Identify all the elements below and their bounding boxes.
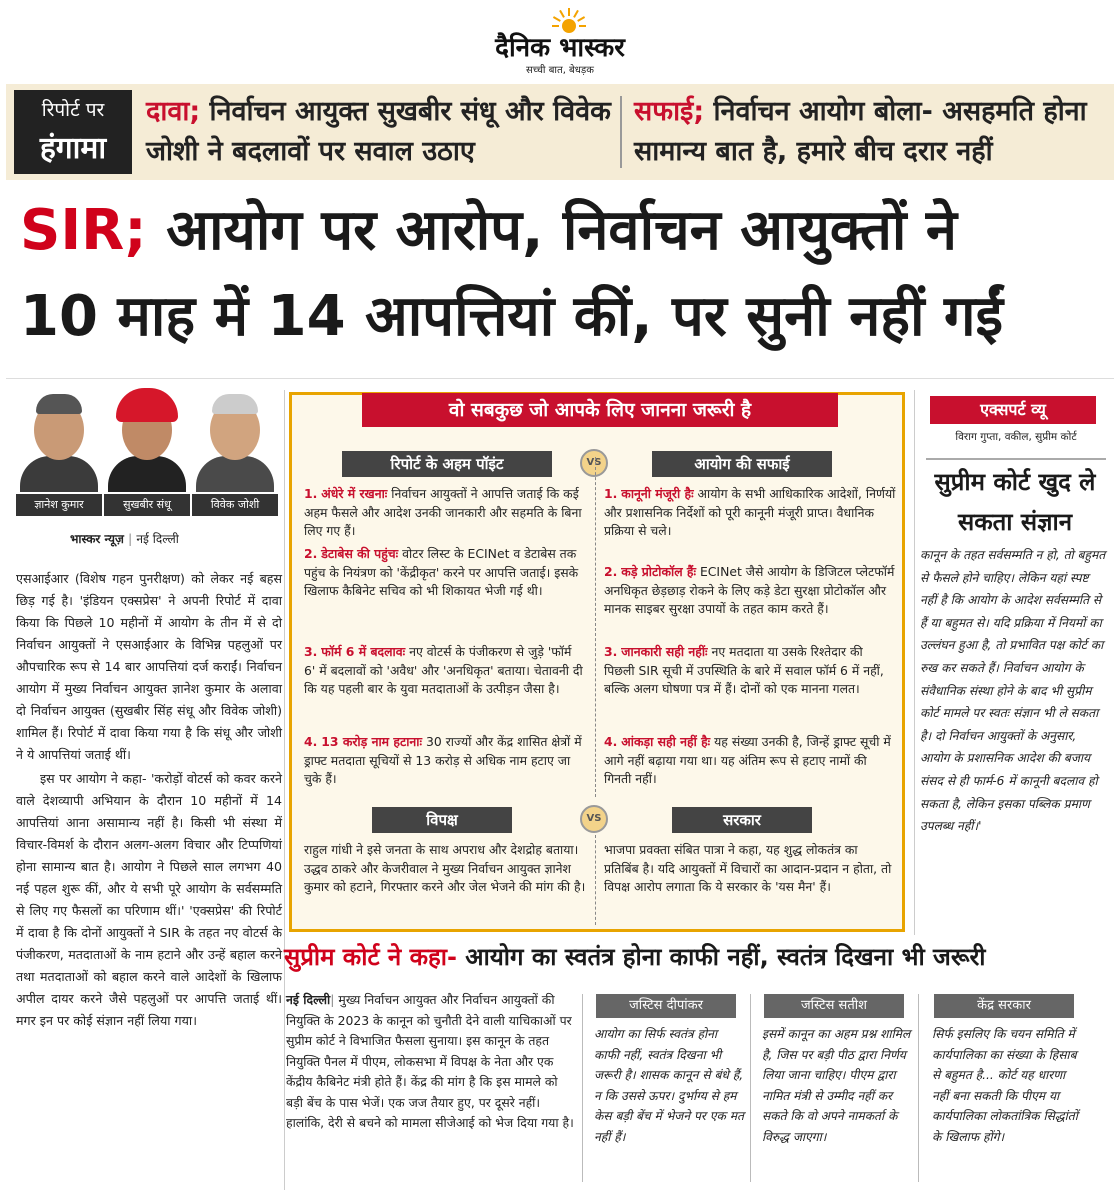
newspaper-logo	[470, 6, 650, 76]
opinion-text: इसमें कानून का अहम प्रश्न शामिल है, जिस पर बड़ी पीठ द्वारा निर्णय लिया जाना चाहिए। पीएम द्वारा नामित मंत्री से उम्मीद नहीं कर सकते कि वो अपने नामकर्ता के विरुद्ध जाएगा।	[762, 1027, 911, 1144]
reply-keyword: सफाई;	[634, 96, 705, 127]
report-point: 3. फॉर्म 6 में बदलावः नए वोटर्स के पंजीकरण से जुड़े 'फॉर्म 6' में बदलावों को 'अवैध' और 'अनधिकृत' बताया। चेतावनी दी कि यह पहली बार के युवा मतदाताओं के उत्पीड़न जैसा है।	[304, 644, 583, 696]
sc-headline-rest: आयोग का स्वतंत्र होना काफी नहीं, स्वतंत्र दिखना भी जरूरी	[465, 943, 986, 971]
column-divider	[750, 994, 751, 1182]
headline-prefix: SIR;	[20, 198, 147, 263]
byline-separator: |	[128, 532, 133, 546]
banner-tag-line2: हंगामा	[39, 131, 107, 166]
supreme-court-headline	[284, 940, 1114, 973]
opposition-text: राहुल गांधी ने इसे जनता के साथ अपराध और देशद्रोह बताया। उद्धव ठाकरे और केजरीवाल ने मुख्य निर्वाचन आयुक्त ज्ञानेश कुमार को हटाने, गिरफ्तार करने और जेल भेजने की मांग की है।	[304, 842, 586, 894]
claim-keyword: दावा;	[146, 96, 201, 127]
box-divider	[595, 457, 596, 797]
byline-place: नई दिल्ली	[136, 532, 179, 546]
reply-text	[634, 92, 1104, 172]
photo-sukhbir-sandhu	[106, 388, 188, 492]
commission-point: 4. आंकड़ा सही नहीं हैः यह संख्या उनकी है, जिन्हें ड्राफ्ट सूची में आगे नहीं बढ़ाया गया था। यह अंतिम रूप से हटाए नामों की गिनती नहीं।	[604, 734, 891, 786]
divider	[6, 378, 1114, 379]
masthead	[0, 0, 1120, 80]
expert-body: कानून के तहत सर्वसम्मति न हो, तो बहुमत से फैसले होने चाहिए। लेकिन यहां स्पष्ट नहीं है कि आयोग के आदेश सर्वसम्मति से हैं या बहुमत से। यदि प्रक्रिया में नियमों का उल्लंघन हुआ है, तो प्रभावित पक्ष कोर्ट का रुख कर सकते हैं। निर्वाचन आयोग के संवैधानिक संस्था होने के बाद भी सुप्रीम कोर्ट मामले पर स्वतः संज्ञान भी ले सकता है। दो निर्वाचन आयुक्तों के अनुसार, आयोग के प्रशासनिक आदेश की बजाय संसद से ही फार्म-6 में कानूनी बदलाव हो सकता है, लेकिन इसका पब्लिक प्रमाण उपलब्ध नहीं।'	[920, 548, 1106, 834]
logo-text: दैनिक भास्कर	[495, 33, 625, 63]
column-divider	[914, 390, 915, 935]
vs-icon: VS	[580, 805, 608, 833]
opinion-justice-satish	[754, 994, 914, 1184]
photo-caption: सुखबीर संधू	[104, 494, 190, 516]
opinion-text: सिर्फ इसलिए कि चयन समिति में कार्यपालिका का संख्या के हिसाब से बहुमत है... कोर्ट यह धारणा नहीं बना सकती कि पीएम या कार्यपालिका लोकतांत्रिक सिद्धांतों के खिलाफ होंगे।	[932, 1027, 1078, 1144]
top-banner	[6, 84, 1114, 180]
column-divider	[918, 994, 919, 1182]
article-paragraph: इस पर आयोग ने कहा- 'करोड़ों वोटर्स को कवर करने वाले देशव्यापी अभियान के दौरान 10 महीनों में 14 आपत्तियां आना असामान्य नहीं है। किसी भी संस्था में विचार-विमर्श के दौरान अलग-अलग विचार और टिप्पणियां होना सामान्य बात है। आयोग ने पिछले साल लगभग 40 नई पहल शुरू कीं, और ये सभी पूरे आयोग के सर्वसम्मति से लिए गए फैसलों का परिणाम थीं।' 'एक्सप्रेस' की रिपोर्ट में दावा है कि दोनों आयुक्तों ने SIR के तहत नए वोटर्स के पंजीकरण, मतदाताओं के नाम हटाने और उन्हें बहाल करने तथा मतदाताओं को बहाल करने वाले आदेशों के खिलाफ अपील दायर करने जैसे पहलुओं पर आपत्ति जताई थीं। मगर इन पर कोई संज्ञान नहीं लिया गया।	[16, 771, 282, 1028]
column-divider	[582, 994, 583, 1182]
report-point: 4. 13 करोड़ नाम हटानाः 30 राज्यों और केंद्र शासित क्षेत्रों में ड्राफ्ट मतदाता सूचियों से 13 करोड़ से अधिक नाम हटाए जा चुके हैं।	[304, 734, 582, 786]
supreme-court-article: नई दिल्ली| मुख्य निर्वाचन आयुक्त और निर्वाचन आयुक्तों की नियुक्ति के 2023 के कानून को चुनौती देने वाली याचिकाओं पर सुप्रीम कोर्ट ने विभाजित फैसला सुनाया। इस कानून के तहत नियुक्ति पैनल में पीएम, लोकसभा में विपक्ष के नेता और एक केंद्रीय कैबिनेट मंत्री होते हैं। केंद्र की मांग है कि इस मामले को बड़ी बेंच के पास भेजें। एक जज तैयार हुए, पर दूसरे नहीं। हालांकि, देरी से बचने को मामला सीजेआई को भेज दिया गया है।	[286, 992, 574, 1130]
opposition-title: विपक्ष	[372, 807, 512, 833]
photo-caption: ज्ञानेश कुमार	[16, 494, 102, 516]
claim-body: निर्वाचन आयुक्त सुखबीर संधू और विवेक जोशी ने बदलावों पर सवाल उठाए	[146, 96, 611, 167]
opinion-title: केंद्र सरकार	[934, 994, 1074, 1018]
report-point: 1. अंधेरे में रखनाः निर्वाचन आयुक्तों ने आपत्ति जताई कि कई अहम फैसले और आदेश उनकी जानकारी और सहमति के बिना लिए गए हैं।	[304, 486, 582, 538]
expert-name: विराग गुप्ता, वकील, सुप्रीम कोर्ट	[955, 431, 1077, 443]
government-text: भाजपा प्रवक्ता संबित पात्रा ने कहा, यह शुद्ध लोकतंत्र का प्रतिबिंब है। यदि आयुक्तों में विचारों का आदान-प्रदान न होता, तो विपक्ष आरोप लगाता कि ये सरकार के 'यस मैन' हैं।	[604, 842, 892, 894]
banner-tag-line1: रिपोर्ट पर	[41, 99, 105, 121]
commissioner-photos	[18, 388, 278, 516]
opinion-title: जस्टिस दीपांकर	[596, 994, 736, 1018]
column-divider	[284, 390, 285, 1190]
box-divider	[595, 835, 596, 925]
vs-icon: VS	[580, 449, 608, 477]
opinion-text: आयोग का सिर्फ स्वतंत्र होना काफी नहीं, स्वतंत्र दिखना भी जरूरी है। शासक कानून से बंधे हैं, न कि उससे ऊपर। दुर्भाग्य से हम केस बड़ी बेंच में भेजने पर एक मत नहीं हैं।	[594, 1027, 744, 1144]
opinion-justice-dipankar	[586, 994, 746, 1184]
sc-location: नई दिल्ली	[286, 992, 331, 1007]
opinion-title: जस्टिस सतीश	[764, 994, 904, 1018]
commission-point: 1. कानूनी मंजूरी हैः आयोग के सभी आधिकारिक आदेशों, निर्णयों और प्रशासनिक निर्देशों को पूरी कानूनी मंजूरी प्राप्त। वैधानिक प्रक्रिया से चले।	[604, 486, 896, 538]
photo-vivek-joshi	[194, 388, 276, 492]
headline-line1: आयोग पर आरोप, निर्वाचन आयुक्तों ने	[166, 198, 957, 263]
reply-body: निर्वाचन आयोग बोला- असहमति होना सामान्य बात है, हमारे बीच दरार नहीं	[634, 96, 1087, 167]
banner-tag	[14, 90, 132, 174]
main-headline	[20, 188, 1100, 360]
claim-text	[146, 92, 616, 172]
headline-line2: 10 माह में 14 आपत्तियां कीं, पर सुनी नहीं गईं	[20, 284, 1004, 349]
government-title: सरकार	[672, 807, 812, 833]
expert-headline: सुप्रीम कोर्ट खुद ले सकता संज्ञान	[934, 468, 1096, 536]
box-title: वो सबकुछ जो आपके लिए जानना जरूरी है	[362, 393, 838, 427]
commission-point: 3. जानकारी सही नहींः नए मतदाता या उसके रिश्तेदार की पिछली SIR सूची में उपस्थिति के बारे में सवाल फॉर्म 6 में नहीं, बल्कि अलग घोषणा पत्र में हैं। दोनों को एक मानना गलत।	[604, 644, 884, 696]
key-points-box	[289, 392, 905, 932]
divider	[926, 458, 1106, 460]
sc-body-text: मुख्य निर्वाचन आयुक्त और निर्वाचन आयुक्तों की नियुक्ति के 2023 के कानून को चुनौती देने वाली याचिकाओं पर सुप्रीम कोर्ट ने विभाजित फैसला सुनाया। इस कानून के तहत नियुक्ति पैनल में पीएम, लोकसभा में विपक्ष के नेता और एक केंद्रीय कैबिनेट मंत्री होते हैं। केंद्र की मांग है कि इस मामले को बड़ी बेंच के पास भेजें। एक जज तैयार हुए, पर दूसरे नहीं। हालांकि, देरी से बचने को मामला सीजेआई को भेज दिया गया है।	[286, 992, 574, 1130]
left-article	[16, 568, 282, 1034]
opinion-central-government	[924, 994, 1084, 1184]
commission-point: 2. कड़े प्रोटोकॉल हैंः ECINet जैसे आयोग के डिजिटल प्लेटफॉर्म अनधिकृत छेड़छाड़ रोकने के लिए कड़े डेटा सुरक्षा प्रोटोकॉल और मानक साइबर सुरक्षा उपायों के तहत काम करते हैं।	[604, 564, 895, 616]
logo-tagline: सच्ची बात, बेधड़क	[526, 65, 594, 76]
photo-caption: विवेक जोशी	[192, 494, 278, 516]
report-point: 2. डेटाबेस की पहुंचः वोटर लिस्ट के ECINet व डेटाबेस तक पहुंच के नियंत्रण को 'केंद्रीकृत' करने पर आपत्ति जताई। इसके खिलाफ कैबिनेट सचिव को भी शिकायत भेजी गई थी।	[304, 546, 579, 598]
sc-headline-lead: सुप्रीम कोर्ट ने कहा-	[284, 943, 457, 971]
report-points-title: रिपोर्ट के अहम पॉइंट	[342, 451, 552, 477]
photo-gyanesh-kumar	[18, 388, 100, 492]
byline-source: भास्कर न्यूज़	[70, 532, 124, 546]
byline	[70, 530, 179, 547]
article-paragraph: एसआईआर (विशेष गहन पुनरीक्षण) को लेकर नई बहस छिड़ गई है। 'इंडियन एक्सप्रेस' ने अपनी रिपोर्ट में दावा किया कि पिछले 10 महीनों में आयोग के तीन में से दो निर्वाचन आयुक्तों ने एसआईआर के विभिन्न पहलुओं पर औपचारिक रूप से 14 बार आपत्तियां दर्ज कराईं। निर्वाचन आयोग में मुख्य निर्वाचन आयुक्त ज्ञानेश कुमार के अलावा दो निर्वाचन आयुक्त (सुखबीर सिंह संधू और विवेक जोशी) शामिल हैं। रिपोर्ट में दावा किया गया है कि संधू और जोशी ने ये आपत्तियां जताई थीं।	[16, 571, 282, 762]
expert-view-tag: एक्सपर्ट व्यू	[930, 396, 1096, 424]
commission-reply-title: आयोग की सफाई	[652, 451, 832, 477]
banner-divider	[620, 96, 622, 168]
